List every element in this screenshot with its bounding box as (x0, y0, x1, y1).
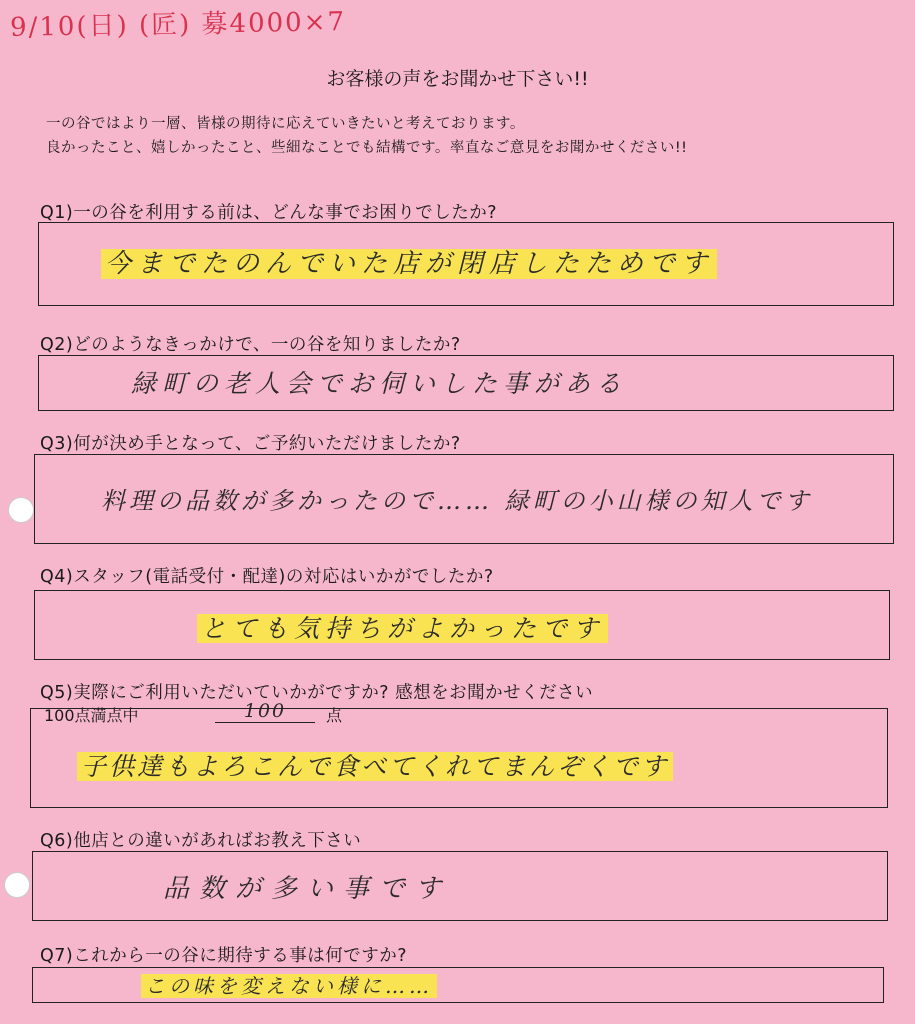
score-prefix: 100点満点中 (44, 706, 139, 725)
binder-hole-top (8, 497, 34, 523)
answer-box-6 (32, 851, 888, 921)
intro-line-1: 一の谷ではより一層、皆様の期待に応えていきたいと考えております。 (46, 116, 525, 132)
question-1-label: Q1)一の谷を利用する前は、どんな事でお困りでしたか? (40, 203, 498, 223)
score-suffix: 点 (326, 706, 343, 725)
intro-line-2: 良かったこと、嬉しかったこと、些細なことでも結構です。率直なご意見をお聞かせください!! (46, 140, 688, 156)
question-2-label: Q2)どのようなきっかけで、一の谷を知りましたか? (40, 335, 461, 355)
handwritten-memo: 9/10(日) (匠) 募4000×7 (9, 7, 347, 43)
answer-3-text: 料理の品数が多かったので…… 緑町の小山様の知人です (101, 487, 813, 515)
question-6-label: Q6)他店との違いがあればお教え下さい (40, 831, 362, 851)
answer-box-2 (38, 355, 894, 411)
answer-box-7 (32, 967, 884, 1003)
answer-box-4 (34, 590, 890, 660)
answer-5-text: 子供達もよろこんで食べてくれてまんぞくです (77, 752, 673, 781)
binder-hole-bottom (4, 872, 30, 898)
answer-2-text: 緑町の老人会でお伺いした事がある (131, 369, 628, 398)
answer-1-text: 今までたのんでいた店が閉店したためです (101, 249, 717, 279)
answer-box-3 (34, 454, 894, 544)
answer-7-text: この味を変えない様に…… (141, 974, 437, 998)
answer-4-text: とても気持ちがよかったです (197, 614, 608, 643)
question-5-label: Q5)実際にご利用いただいていかがですか? 感想をお聞かせください (40, 683, 594, 703)
question-3-label: Q3)何が決め手となって、ご予約いただけましたか? (40, 434, 461, 454)
answer-6-text: 品数が多い事です (163, 874, 452, 904)
page-title: お客様の声をお聞かせ下さい!! (326, 68, 589, 90)
answer-box-1 (38, 222, 894, 306)
question-4-label: Q4)スタッフ(電話受付・配達)の対応はいかがでしたか? (40, 567, 494, 587)
answer-box-5 (30, 708, 888, 808)
question-7-label: Q7)これから一の谷に期待する事は何ですか? (40, 946, 408, 966)
score-value: 100 (215, 700, 315, 723)
